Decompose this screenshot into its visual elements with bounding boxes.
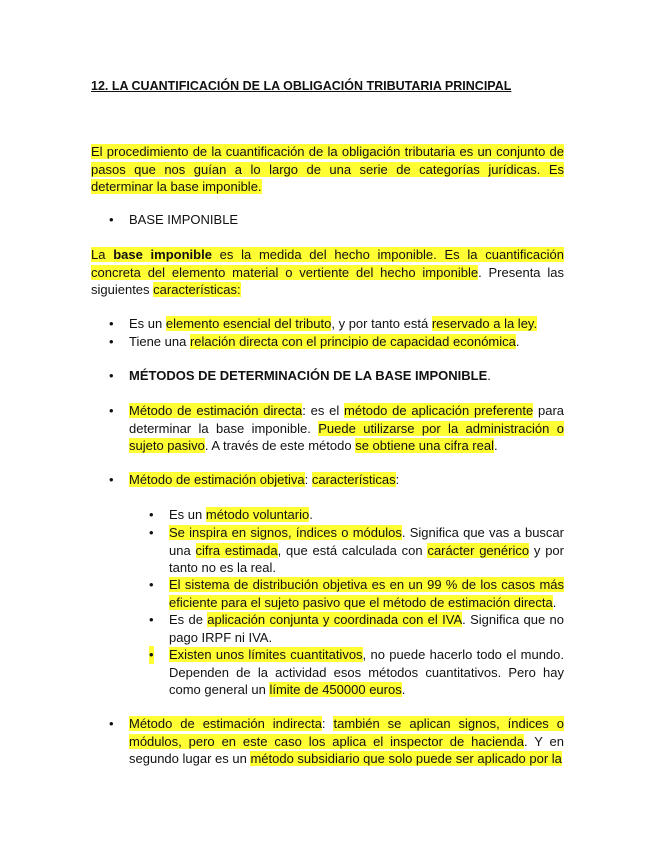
objective-sub-item-2: Se inspira en signos, índices o módulos. Significa que vas a buscar una cifra estimada, que está calculada con carácter genérico y por tanto no es la real. <box>169 525 564 575</box>
characteristic-item-2: Tiene una relación directa con el principio de capacidad económica. <box>129 334 520 349</box>
bullet-char1: • <box>109 316 114 331</box>
indirect-method-item: Método de estimación indirecta: también se aplican signos, índices o módulos, pero en este caso los aplica el inspector de hacienda. Y en segundo lugar es un método subsidiario que solo puede ser aplicado por la <box>129 716 565 766</box>
characteristic-item-1: Es un elemento esencial del tributo, y por tanto está reservado a la ley. <box>129 316 538 331</box>
bullet-obj1: • <box>149 507 154 522</box>
base-definition-paragraph: La base imponible es la medida del hecho imponible. Es la cuantificación concreta del elemento material o vertiente del hecho imponible. Presenta las siguientes características: <box>91 247 564 297</box>
page-title: 12. LA CUANTIFICACIÓN DE LA OBLIGACIÓN TRIBUTARIA PRINCIPAL <box>91 79 512 93</box>
objective-sub-item-5: Existen unos límites cuantitativos, no puede hacerlo todo el mundo. Dependen de la actividad esos métodos cuantitativos. Pero hay como general un límite de 450000 euros. <box>169 647 564 697</box>
direct-method-item: Método de estimación directa: es el método de aplicación preferente para determinar la base imponible. Puede utilizarse por la administración o sujeto pasivo. A través de este método se obtiene una cifra real. <box>129 403 565 453</box>
intro-text: El procedimiento de la cuantificación de la obligación tributaria es un conjunto de pasos que nos guían a lo largo de una serie de categorías jurídicas. Es determinar la base imponible. <box>91 144 564 194</box>
bullet-obj3: • <box>149 577 154 592</box>
section-base-imponible: BASE IMPONIBLE <box>129 212 239 227</box>
objective-sub-item-4: Es de aplicación conjunta y coordinada con el IVA. Significa que no pago IRPF ni IVA. <box>169 612 565 645</box>
methods-heading: MÉTODOS DE DETERMINACIÓN DE LA BASE IMPONIBLE. <box>129 368 491 383</box>
objective-method-item: Método de estimación objetiva: características: <box>129 472 400 487</box>
bullet-obj4: • <box>149 612 154 627</box>
bullet-obj5: • <box>149 647 154 662</box>
intro-paragraph <box>91 143 564 196</box>
base-imponible-term: base imponible <box>113 247 212 262</box>
objective-sub-item-3: El sistema de distribución objetiva es en un 99 % de los casos más eficiente para el sujeto pasivo que el método de estimación directa. <box>169 577 564 610</box>
bullet-indirect: • <box>109 716 114 731</box>
bullet-methods: • <box>109 368 114 383</box>
objective-sub-item-1: Es un método voluntario. <box>169 507 313 522</box>
bullet-obj2: • <box>149 525 154 540</box>
bullet-base: • <box>109 212 114 227</box>
bullet-objective: • <box>109 472 114 487</box>
bullet-direct: • <box>109 403 114 418</box>
bullet-char2: • <box>109 334 114 349</box>
